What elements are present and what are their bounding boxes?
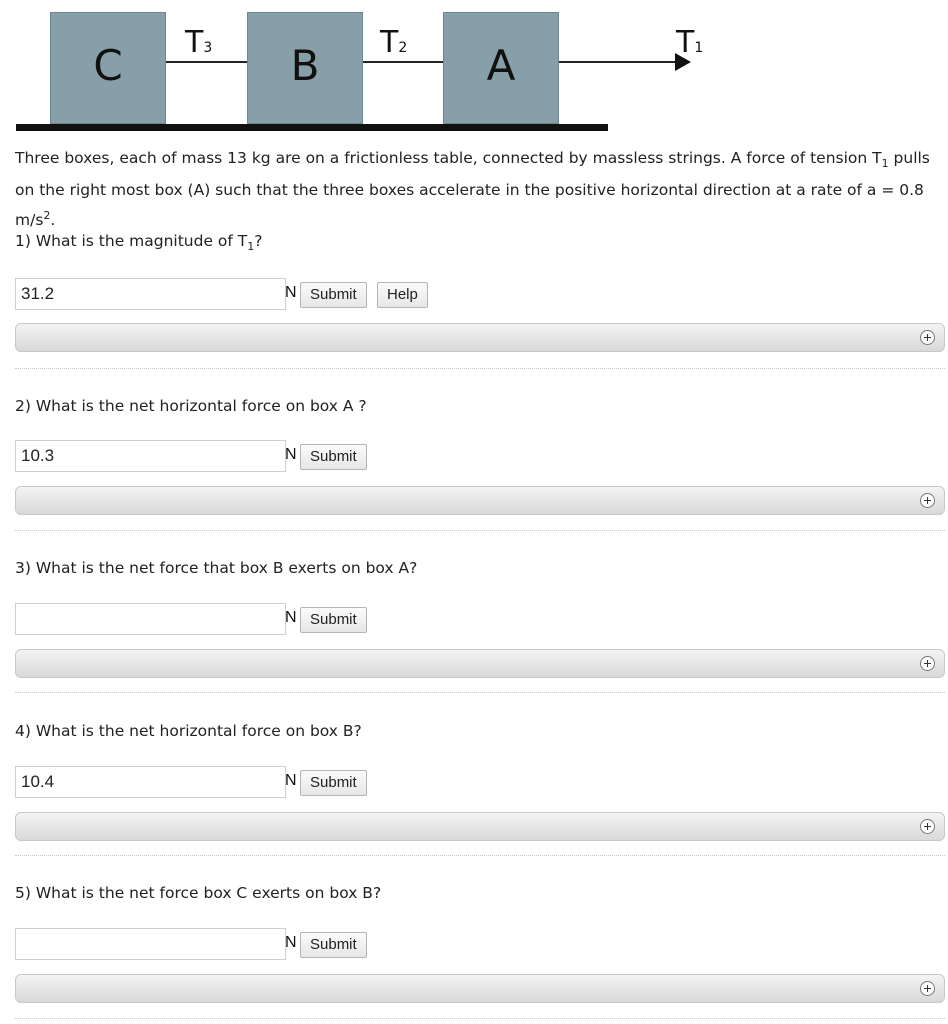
hint-bar[interactable] <box>15 812 945 841</box>
submit-button[interactable]: Submit <box>300 444 367 470</box>
question-text: 5) What is the net force box C exerts on box B? <box>15 884 382 902</box>
answer-input[interactable] <box>15 603 286 635</box>
box-b-label: B <box>290 41 320 90</box>
box-a <box>443 12 559 124</box>
expand-plus-icon[interactable] <box>920 656 935 671</box>
divider <box>15 530 945 531</box>
question-text: 4) What is the net horizontal force on box B? <box>15 722 362 740</box>
string-t1 <box>559 61 677 63</box>
divider <box>15 1018 945 1019</box>
expand-plus-icon[interactable] <box>920 819 935 834</box>
answer-input[interactable] <box>15 766 286 798</box>
unit-label: N <box>285 446 297 463</box>
answer-input[interactable] <box>15 928 286 960</box>
divider <box>15 368 945 369</box>
unit-label: N <box>285 609 297 626</box>
expand-plus-icon[interactable] <box>920 981 935 996</box>
boxes-diagram <box>0 0 948 140</box>
problem-statement: Three boxes, each of mass 13 kg are on a frictionless table, connected by massless strings. A force of tension $T_1$ pulls on the right most box (A) such that the three boxes accelerate in the positive horizontal direction at a rate of a = 0.8 $m/s^2$. <box>15 149 930 230</box>
answer-input[interactable] <box>15 278 286 310</box>
hint-bar[interactable] <box>15 486 945 515</box>
help-button[interactable]: Help <box>377 282 428 308</box>
tension-label-t3: T3 <box>185 25 213 60</box>
table-surface <box>16 124 608 131</box>
expand-plus-icon[interactable] <box>920 493 935 508</box>
unit-label: N <box>285 772 297 789</box>
box-a-label: A <box>486 41 516 90</box>
submit-button[interactable]: Submit <box>300 282 367 308</box>
hint-bar[interactable] <box>15 974 945 1003</box>
unit-label: N <box>285 934 297 951</box>
hint-bar[interactable] <box>15 323 945 352</box>
box-b <box>247 12 363 124</box>
hint-bar[interactable] <box>15 649 945 678</box>
expand-plus-icon[interactable] <box>920 330 935 345</box>
divider <box>15 855 945 856</box>
submit-button[interactable]: Submit <box>300 607 367 633</box>
submit-button[interactable]: Submit <box>300 770 367 796</box>
unit-label: N <box>285 284 297 301</box>
box-c <box>50 12 166 124</box>
divider <box>15 692 945 693</box>
tension-label-t2: T2 <box>380 25 408 60</box>
question-text: 3) What is the net force that box B exerts on box A? <box>15 559 418 577</box>
question-text: 2) What is the net horizontal force on box A ? <box>15 397 367 415</box>
submit-button[interactable]: Submit <box>300 932 367 958</box>
box-c-label: C <box>93 41 123 90</box>
answer-input[interactable] <box>15 440 286 472</box>
question-text: 1) What is the magnitude of $T_1$? <box>15 232 263 254</box>
tension-label-t1: T1 <box>676 25 704 60</box>
